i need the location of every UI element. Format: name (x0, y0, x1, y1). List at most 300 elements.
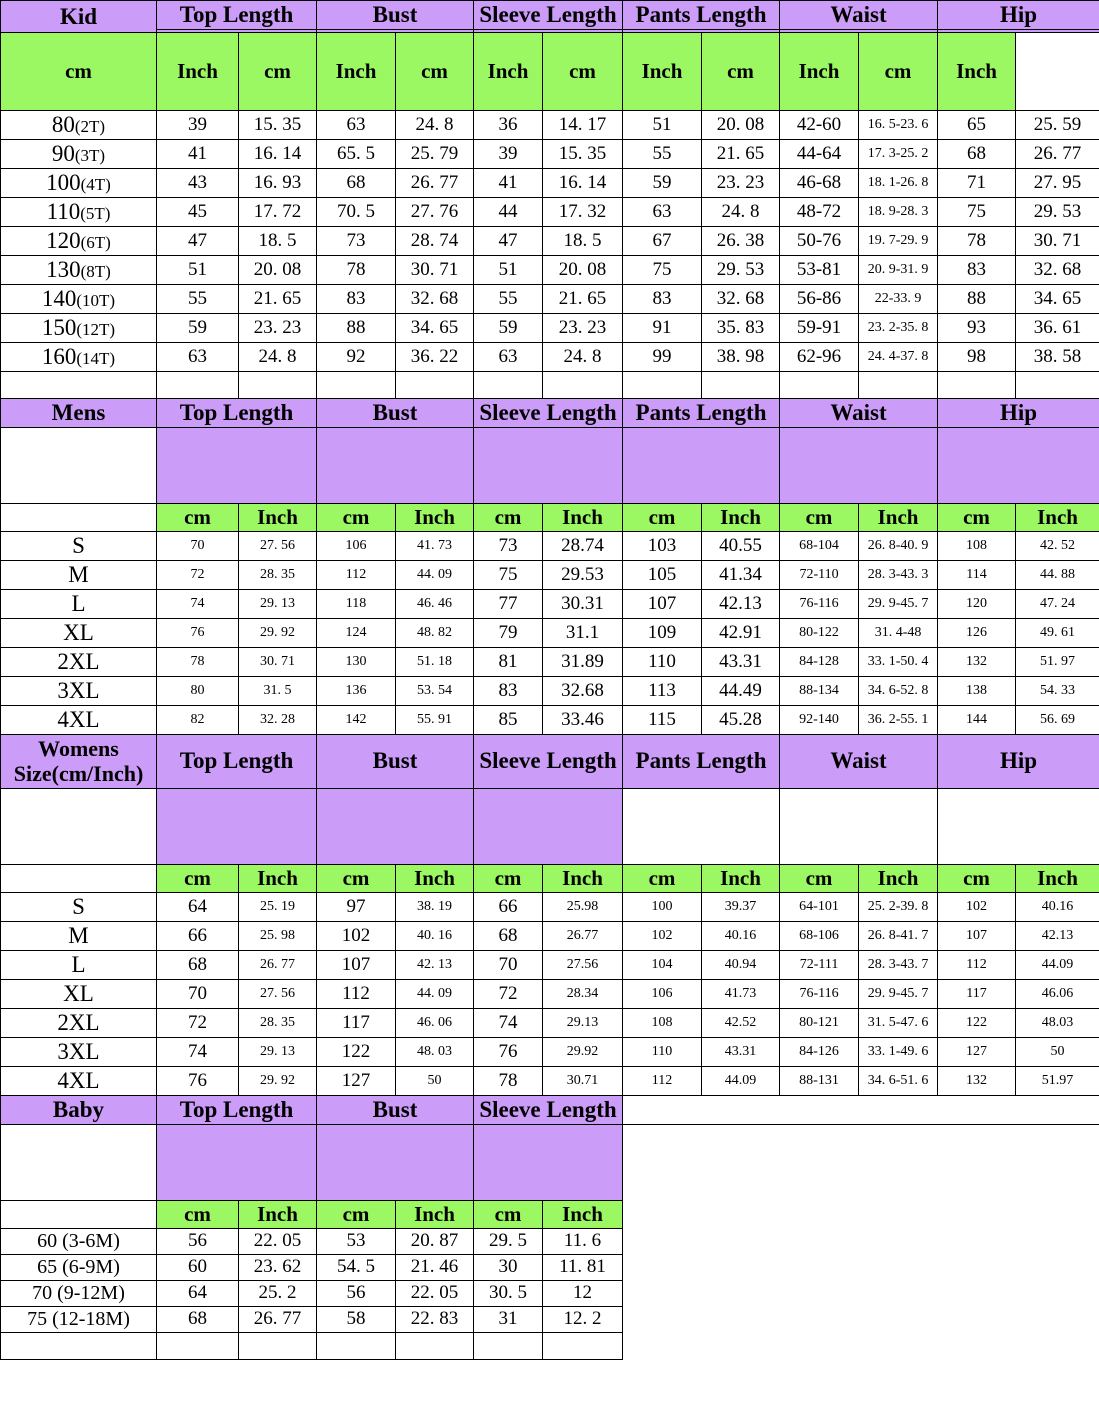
cell: 28. 74 (396, 227, 474, 256)
gap-cell (157, 1332, 239, 1359)
cell: 35. 83 (702, 314, 780, 343)
kid-unit-cm-6: cm (859, 33, 938, 111)
row-size-label: 4XL (1, 706, 157, 735)
gap-cell (396, 372, 474, 399)
cell: 22. 05 (396, 1280, 474, 1306)
baby-spacer-blank (623, 1124, 1099, 1200)
cell: 20. 08 (543, 256, 623, 285)
cell: 12 (543, 1280, 623, 1306)
cell: 110 (623, 1037, 702, 1066)
cell: 66 (157, 921, 239, 950)
table-row (1, 677, 1099, 706)
womens-unit-cm-5: cm (780, 864, 859, 892)
table-row (1, 1280, 1099, 1306)
womens-col-waist: Waist (780, 735, 938, 789)
cell: 45.28 (702, 706, 780, 735)
cell: 130 (317, 648, 396, 677)
baby-spacer-row (1, 1124, 1099, 1200)
cell: 136 (317, 677, 396, 706)
cell: 144 (938, 706, 1016, 735)
womens-unit-cm-6: cm (938, 864, 1016, 892)
table-row (1, 561, 1099, 590)
cell: 45 (157, 198, 239, 227)
cell: 48-72 (780, 198, 859, 227)
table-row (1, 1254, 1099, 1280)
cell: 44. 88 (1016, 561, 1099, 590)
cell: 46-68 (780, 169, 859, 198)
cell: 55 (623, 140, 702, 169)
cell: 142 (317, 706, 396, 735)
mens-unit-inch-2: Inch (396, 504, 474, 532)
cell: 33.46 (543, 706, 623, 735)
cell: 31 (474, 1306, 543, 1332)
cell: 31. 4-48 (859, 619, 938, 648)
cell: 70 (157, 532, 239, 561)
gap-cell (1, 1332, 157, 1359)
row-size-label: 120(6T) (1, 227, 157, 256)
mens-col-bust: Bust (317, 399, 474, 428)
baby-spacer-bust (317, 1124, 474, 1200)
cell: 114 (938, 561, 1016, 590)
cell: 97 (317, 892, 396, 921)
cell: 44.49 (702, 677, 780, 706)
cell: 138 (938, 677, 1016, 706)
kid-unit-cm-3: cm (396, 33, 474, 111)
cell: 83 (317, 285, 396, 314)
cell: 24. 8 (396, 111, 474, 140)
cell: 29. 9-45. 7 (859, 590, 938, 619)
cell: 60 (157, 1254, 239, 1280)
cell: 32. 68 (702, 285, 780, 314)
cell: 30.31 (543, 590, 623, 619)
cell: 88 (317, 314, 396, 343)
cell: 25. 19 (239, 892, 317, 921)
mens-col-top-length: Top Length (157, 399, 317, 428)
cell: 110 (623, 648, 702, 677)
cell: 17. 3-25. 2 (859, 140, 938, 169)
cell: 30. 71 (239, 648, 317, 677)
cell: 44-64 (780, 140, 859, 169)
table-row (1, 892, 1099, 921)
row-size-label: 4XL (1, 1066, 157, 1095)
cell: 28. 3-43. 7 (859, 950, 938, 979)
cell: 26. 77 (239, 1306, 317, 1332)
cell: 84-128 (780, 648, 859, 677)
cell: 112 (317, 561, 396, 590)
cell: 68-104 (780, 532, 859, 561)
cell: 70. 5 (317, 198, 396, 227)
cell: 74 (157, 1037, 239, 1066)
cell: 18. 1-26. 8 (859, 169, 938, 198)
cell: 68 (317, 169, 396, 198)
cell: 26. 8-41. 7 (859, 921, 938, 950)
womens-unit-inch-2: Inch (396, 864, 474, 892)
kid-col-pants-length: Pants Length (623, 1, 780, 30)
cell: 26. 77 (1016, 140, 1099, 169)
cell: 124 (317, 619, 396, 648)
womens-spacer-row (1, 788, 1099, 864)
womens-units-row (1, 864, 1099, 892)
cell: 55 (474, 285, 543, 314)
cell: 43.31 (702, 648, 780, 677)
cell: 42-60 (780, 111, 859, 140)
row-size-label: 110(5T) (1, 198, 157, 227)
cell: 59-91 (780, 314, 859, 343)
cell: 76-116 (780, 979, 859, 1008)
baby-col-sleeve-length: Sleeve Length (474, 1095, 623, 1124)
cell: 41 (474, 169, 543, 198)
cell: 58 (317, 1306, 396, 1332)
table-row (1, 256, 1099, 285)
cell: 41.34 (702, 561, 780, 590)
womens-unit-cm-2: cm (317, 864, 396, 892)
mens-unit-cm-4: cm (623, 504, 702, 532)
cell: 34. 6-51. 6 (859, 1066, 938, 1095)
cell: 31. 5-47. 6 (859, 1008, 938, 1037)
womens-col-top-length: Top Length (157, 735, 317, 789)
cell: 122 (938, 1008, 1016, 1037)
cell: 74 (157, 590, 239, 619)
cell: 46. 06 (396, 1008, 474, 1037)
cell: 20. 87 (396, 1228, 474, 1254)
baby-row-blank (623, 1306, 1099, 1332)
cell: 28. 35 (239, 1008, 317, 1037)
kid-col-sleeve-length: Sleeve Length (474, 1, 623, 30)
cell: 102 (317, 921, 396, 950)
womens-unit-inch-6: Inch (1016, 864, 1099, 892)
cell: 47. 24 (1016, 590, 1099, 619)
gap-cell (396, 1332, 474, 1359)
mens-spacer-sleeve (474, 428, 623, 504)
cell: 40.55 (702, 532, 780, 561)
cell: 78 (157, 648, 239, 677)
cell: 107 (317, 950, 396, 979)
cell: 28.74 (543, 532, 623, 561)
kid-unit-inch-4: Inch (623, 33, 702, 111)
row-size-label: S (1, 892, 157, 921)
cell: 21. 65 (702, 140, 780, 169)
cell: 83 (623, 285, 702, 314)
mens-header-row (1, 399, 1099, 428)
cell: 56 (317, 1280, 396, 1306)
cell: 24. 8 (702, 198, 780, 227)
cell: 14. 17 (543, 111, 623, 140)
cell: 73 (474, 532, 543, 561)
cell: 127 (938, 1037, 1016, 1066)
cell: 64-101 (780, 892, 859, 921)
cell: 83 (474, 677, 543, 706)
row-size-label: XL (1, 979, 157, 1008)
cell: 81 (474, 648, 543, 677)
mens-unit-inch-1: Inch (239, 504, 317, 532)
cell: 59 (474, 314, 543, 343)
cell: 78 (938, 227, 1016, 256)
cell: 41.73 (702, 979, 780, 1008)
cell: 117 (317, 1008, 396, 1037)
cell: 78 (474, 1066, 543, 1095)
baby-unit-inch-2: Inch (396, 1200, 474, 1228)
baby-spacer-top-length (157, 1124, 317, 1200)
mens-unit-cm-5: cm (780, 504, 859, 532)
gap-cell (474, 1332, 543, 1359)
cell: 32. 68 (396, 285, 474, 314)
cell: 109 (623, 619, 702, 648)
table-row (1, 314, 1099, 343)
cell: 29. 13 (239, 590, 317, 619)
womens-unit-inch-5: Inch (859, 864, 938, 892)
row-size-label: M (1, 921, 157, 950)
womens-spacer-hip (938, 788, 1099, 864)
cell: 59 (623, 169, 702, 198)
cell: 33. 1-49. 6 (859, 1037, 938, 1066)
womens-title: Womens Size(cm/Inch) (1, 735, 157, 789)
cell: 63 (474, 343, 543, 372)
gap-cell (623, 1332, 1099, 1359)
cell: 92 (317, 343, 396, 372)
cell: 50 (1016, 1037, 1099, 1066)
cell: 43 (157, 169, 239, 198)
cell: 68 (157, 950, 239, 979)
cell: 56. 69 (1016, 706, 1099, 735)
cell: 50 (396, 1066, 474, 1095)
cell: 16. 93 (239, 169, 317, 198)
cell: 16. 14 (239, 140, 317, 169)
cell: 21. 65 (239, 285, 317, 314)
cell: 65 (938, 111, 1016, 140)
cell: 22. 83 (396, 1306, 474, 1332)
row-size-label: S (1, 532, 157, 561)
cell: 117 (938, 979, 1016, 1008)
kid-col-bust: Bust (317, 1, 474, 30)
row-size-label: 75 (12-18M) (1, 1306, 157, 1332)
cell: 67 (623, 227, 702, 256)
cell: 51.97 (1016, 1066, 1099, 1095)
cell: 42.13 (1016, 921, 1099, 950)
cell: 42.52 (702, 1008, 780, 1037)
baby-unit-blank (623, 1200, 1099, 1228)
cell: 80-121 (780, 1008, 859, 1037)
cell: 112 (317, 979, 396, 1008)
cell: 102 (623, 921, 702, 950)
mens-spacer-hip (938, 428, 1099, 504)
cell: 53-81 (780, 256, 859, 285)
cell: 40.94 (702, 950, 780, 979)
cell: 41 (157, 140, 239, 169)
cell: 29. 92 (239, 1066, 317, 1095)
row-size-label: 90(3T) (1, 140, 157, 169)
cell: 15. 35 (239, 111, 317, 140)
womens-unit-cm-1: cm (157, 864, 239, 892)
table-row (1, 285, 1099, 314)
gap-cell (317, 372, 396, 399)
cell: 84-126 (780, 1037, 859, 1066)
cell: 26. 77 (396, 169, 474, 198)
cell: 70 (157, 979, 239, 1008)
cell: 55. 91 (396, 706, 474, 735)
cell: 85 (474, 706, 543, 735)
cell: 39.37 (702, 892, 780, 921)
cell: 25. 59 (1016, 111, 1099, 140)
table-row (1, 706, 1099, 735)
cell: 63 (317, 111, 396, 140)
mens-unit-cm-2: cm (317, 504, 396, 532)
row-size-label: 3XL (1, 1037, 157, 1066)
cell: 17. 72 (239, 198, 317, 227)
cell: 34. 65 (1016, 285, 1099, 314)
cell: 47 (157, 227, 239, 256)
womens-unit-cm-3: cm (474, 864, 543, 892)
cell: 48. 82 (396, 619, 474, 648)
mens-unit-cm-3: cm (474, 504, 543, 532)
baby-row-blank (623, 1228, 1099, 1254)
kid-unit-cm-4: cm (543, 33, 623, 111)
gap-cell (859, 372, 938, 399)
cell: 23. 23 (702, 169, 780, 198)
mens-spacer-pants (623, 428, 780, 504)
cell: 75 (474, 561, 543, 590)
cell: 24. 4-37. 8 (859, 343, 938, 372)
cell: 106 (623, 979, 702, 1008)
cell: 42.91 (702, 619, 780, 648)
cell: 44.09 (1016, 950, 1099, 979)
cell: 29. 5 (474, 1228, 543, 1254)
table-row (1, 169, 1099, 198)
cell: 16. 5-23. 6 (859, 111, 938, 140)
cell: 39 (157, 111, 239, 140)
gap-cell (938, 372, 1016, 399)
cell: 44. 09 (396, 561, 474, 590)
cell: 75 (623, 256, 702, 285)
table-row (1, 1228, 1099, 1254)
cell: 24. 8 (239, 343, 317, 372)
cell: 29. 9-45. 7 (859, 979, 938, 1008)
mens-unit-inch-6: Inch (1016, 504, 1099, 532)
cell: 28. 35 (239, 561, 317, 590)
gap-cell (623, 372, 702, 399)
cell: 48. 03 (396, 1037, 474, 1066)
womens-col-pants-length: Pants Length (623, 735, 780, 789)
cell: 20. 08 (702, 111, 780, 140)
table-row (1, 648, 1099, 677)
cell: 31. 5 (239, 677, 317, 706)
cell: 26.77 (543, 921, 623, 950)
cell: 59 (157, 314, 239, 343)
row-size-label: XL (1, 619, 157, 648)
cell: 107 (938, 921, 1016, 950)
cell: 15. 35 (543, 140, 623, 169)
cell: 104 (623, 950, 702, 979)
mens-unit-inch-4: Inch (702, 504, 780, 532)
cell: 22-33. 9 (859, 285, 938, 314)
table-row (1, 1008, 1099, 1037)
cell: 71 (938, 169, 1016, 198)
cell: 72-111 (780, 950, 859, 979)
row-size-label: 80(2T) (1, 111, 157, 140)
cell: 17. 32 (543, 198, 623, 227)
cell: 36. 61 (1016, 314, 1099, 343)
kid-unit-inch-3: Inch (474, 33, 543, 111)
baby-unit-inch-3: Inch (543, 1200, 623, 1228)
table-row (1, 921, 1099, 950)
womens-corner-blank (1, 788, 157, 864)
cell: 36. 22 (396, 343, 474, 372)
cell: 54. 33 (1016, 677, 1099, 706)
cell: 16. 14 (543, 169, 623, 198)
cell: 103 (623, 532, 702, 561)
cell: 43.31 (702, 1037, 780, 1066)
cell: 31.1 (543, 619, 623, 648)
cell: 40.16 (702, 921, 780, 950)
row-size-label: 65 (6-9M) (1, 1254, 157, 1280)
row-size-label: 130(8T) (1, 256, 157, 285)
cell: 51 (623, 111, 702, 140)
cell: 23. 23 (239, 314, 317, 343)
cell: 68 (938, 140, 1016, 169)
cell: 30 (474, 1254, 543, 1280)
baby-unit-cm-2: cm (317, 1200, 396, 1228)
mens-unit-corner (1, 504, 157, 532)
womens-col-hip: Hip (938, 735, 1099, 789)
cell: 28. 3-43. 3 (859, 561, 938, 590)
baby-header-row (1, 1095, 1099, 1124)
cell: 105 (623, 561, 702, 590)
cell: 18. 5 (239, 227, 317, 256)
cell: 23. 2-35. 8 (859, 314, 938, 343)
kid-unit-inch-1: Inch (157, 33, 239, 111)
cell: 126 (938, 619, 1016, 648)
cell: 18. 5 (543, 227, 623, 256)
baby-header-blank (623, 1095, 1099, 1124)
table-row (1, 227, 1099, 256)
cell: 56-86 (780, 285, 859, 314)
womens-unit-inch-4: Inch (702, 864, 780, 892)
womens-col-bust: Bust (317, 735, 474, 789)
cell: 92-140 (780, 706, 859, 735)
gap-cell (239, 372, 317, 399)
cell: 55 (157, 285, 239, 314)
baby-units-row (1, 1200, 1099, 1228)
table-row (1, 979, 1099, 1008)
cell: 26. 8-40. 9 (859, 532, 938, 561)
womens-unit-inch-3: Inch (543, 864, 623, 892)
cell: 11. 6 (543, 1228, 623, 1254)
cell: 38. 19 (396, 892, 474, 921)
baby-col-bust: Bust (317, 1095, 474, 1124)
cell: 88-134 (780, 677, 859, 706)
baby-corner-blank (1, 1124, 157, 1200)
cell: 115 (623, 706, 702, 735)
cell: 80 (157, 677, 239, 706)
mens-unit-inch-5: Inch (859, 504, 938, 532)
cell: 30. 5 (474, 1280, 543, 1306)
cell: 51. 18 (396, 648, 474, 677)
mens-unit-cm-1: cm (157, 504, 239, 532)
womens-unit-cm-4: cm (623, 864, 702, 892)
kid-title: Kid (1, 1, 157, 33)
baby-footer-row (1, 1332, 1099, 1359)
baby-unit-cm-1: cm (157, 1200, 239, 1228)
cell: 132 (938, 648, 1016, 677)
cell: 29. 13 (239, 1037, 317, 1066)
cell: 27. 56 (239, 979, 317, 1008)
baby-unit-inch-1: Inch (239, 1200, 317, 1228)
mens-unit-cm-6: cm (938, 504, 1016, 532)
womens-header-row (1, 735, 1099, 789)
cell: 23. 62 (239, 1254, 317, 1280)
cell: 102 (938, 892, 1016, 921)
cell: 44. 09 (396, 979, 474, 1008)
gap-cell (543, 372, 623, 399)
